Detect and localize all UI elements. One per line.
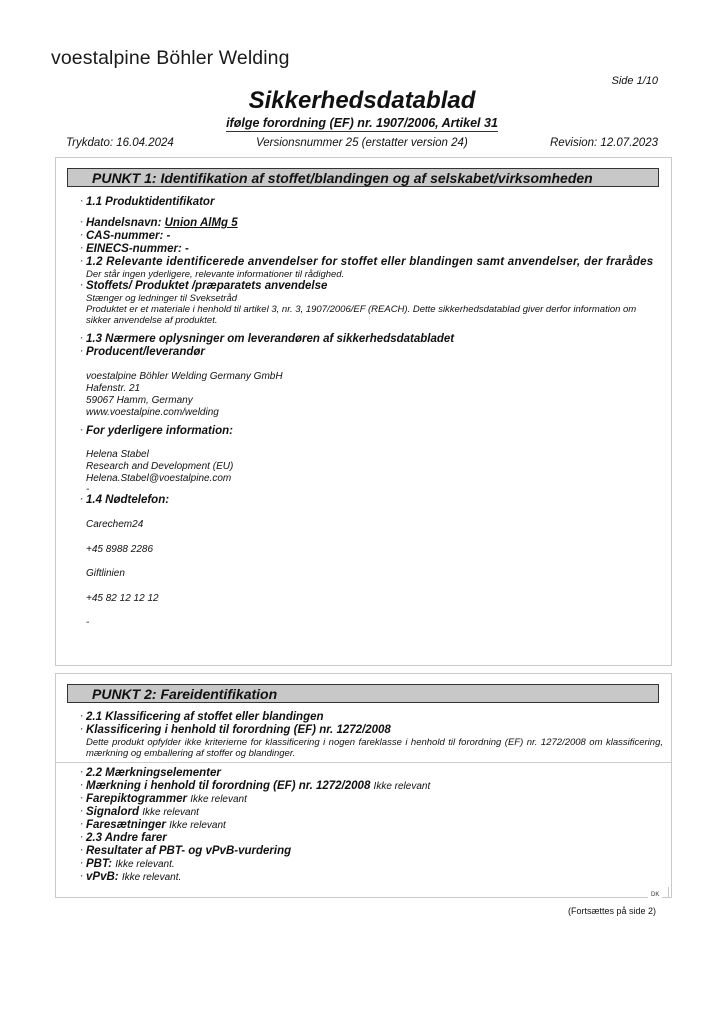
producer-website[interactable]: www.voestalpine.com/welding [86, 407, 219, 418]
subsection-2-2: · 2.2 Mærkningselementer [80, 767, 221, 779]
labelling-item: · Faresætninger Ikke relevant [80, 819, 226, 831]
pbt-assessment-label: · Resultater af PBT- og vPvB-vurdering [80, 845, 292, 857]
subtitle-text: ifølge forordning (EF) nr. 1907/2006, Artikel 31 [226, 116, 498, 130]
subsection-2-3: · 2.3 Andre farer [80, 832, 167, 844]
emergency-block [86, 513, 663, 636]
footer-rule-tail [668, 887, 669, 897]
emergency-line: Giftlinien [86, 568, 125, 579]
producer-address [86, 371, 663, 419]
meta-row [66, 137, 658, 149]
contact-email[interactable]: Helena.Stabel@voestalpine.com [86, 473, 232, 484]
labelling-item: · Farepiktogrammer Ikke relevant [80, 793, 247, 805]
subsection-2-1: · 2.1 Klassificering af stoffet eller blandingen [80, 711, 324, 723]
vpvb-item: · vPvB: Ikke relevant. [80, 871, 182, 883]
subsection-1-2: · 1.2 Relevante identificerede anvendelser for stoffet eller blandingen samt anvendelser, der frarådes [80, 256, 654, 268]
contact-block [86, 449, 663, 494]
print-date: Trykdato: 16.04.2024 [66, 137, 174, 149]
use-text-2: Produktet er et materiale i henhold til artikel 3, nr. 3, 1907/2006/EF (REACH). Dette sikkerhedsdatablad giver derfor information om sikker anvendelse af produktet. [86, 304, 637, 326]
section-2-heading: PUNKT 2: Fareidentifikation [67, 684, 659, 703]
producer-line: 59067 Hamm, Germany [86, 395, 193, 406]
labelling-item: · Signalord Ikke relevant [80, 806, 199, 818]
cas-number: · CAS-nummer: - [80, 230, 171, 242]
contact-line: - [86, 484, 90, 495]
emergency-phone[interactable]: +45 8988 2286 [86, 543, 154, 555]
continued-note: (Fortsættes på side 2) [567, 906, 656, 916]
footer-rule [55, 897, 672, 898]
section-1-heading: PUNKT 1: Identifikation af stoffet/blandingen og af selskabet/virksomheden [67, 168, 659, 187]
language-code: DK [648, 892, 662, 898]
subsection-1-3: · 1.3 Nærmere oplysninger om leverandøren af sikkerhedsdatabladet [80, 333, 455, 345]
contact-line: Research and Development (EU) [86, 461, 234, 472]
trade-name: · Handelsnavn: Union AlMg 5 [80, 217, 238, 229]
subsection-1-4: · 1.4 Nødtelefon: [80, 494, 170, 506]
subsection-1-1: · 1.1 Produktidentifikator [80, 196, 215, 208]
revision-date: Revision: 12.07.2023 [549, 137, 658, 149]
emergency-line: - [86, 617, 90, 628]
version-number: Versionsnummer 25 (erstatter version 24) [256, 137, 468, 149]
labelling-item: · Mærkning i henhold til forordning (EF) nr. 1272/2008 Ikke relevant [80, 780, 431, 792]
divider [56, 762, 671, 763]
classification-label: · Klassificering i henhold til forordning (EF) nr. 1272/2008 [80, 724, 391, 736]
document-subtitle [0, 116, 724, 130]
classification-text: Dette produkt opfylder ikke kriterierne for klassificering i nogen fareklasse i henhold til forordning (EF) nr. 1272/2008 om klassificering, mærkning og emballering af stoffer og blandinger. [86, 737, 663, 759]
producer-line: voestalpine Böhler Welding Germany GmbH [86, 371, 283, 382]
brand-logo: voestalpine Böhler Welding [51, 47, 290, 69]
producer-line: Hafenstr. 21 [86, 383, 141, 394]
emergency-phone[interactable]: +45 82 12 12 12 [86, 592, 159, 604]
trade-name-value: Union AlMg 5 [164, 217, 238, 229]
use-text-1: Stænger og ledninger til Sveksetråd [86, 293, 238, 304]
page-number: Side 1/10 [611, 75, 658, 87]
section-2 [55, 673, 672, 898]
section-2-content [80, 711, 663, 884]
section-1 [55, 157, 672, 666]
use-label: · Stoffets/ Produktet /præparatets anvendelse [80, 280, 328, 292]
contact-line: Helena Stabel [86, 449, 149, 460]
more-info-label: · For yderligere information: [80, 425, 233, 437]
einecs-number: · EINECS-nummer: - [80, 243, 189, 255]
subsection-1-2-text: Der står ingen yderligere, relevante informationer til rådighed. [86, 269, 345, 280]
producer-label: · Producent/leverandør [80, 346, 205, 358]
section-1-content [80, 196, 663, 636]
emergency-line: Carechem24 [86, 519, 144, 530]
pbt-item: · PBT: Ikke relevant. [80, 858, 175, 870]
document-title: Sikkerhedsdatablad [248, 87, 476, 114]
